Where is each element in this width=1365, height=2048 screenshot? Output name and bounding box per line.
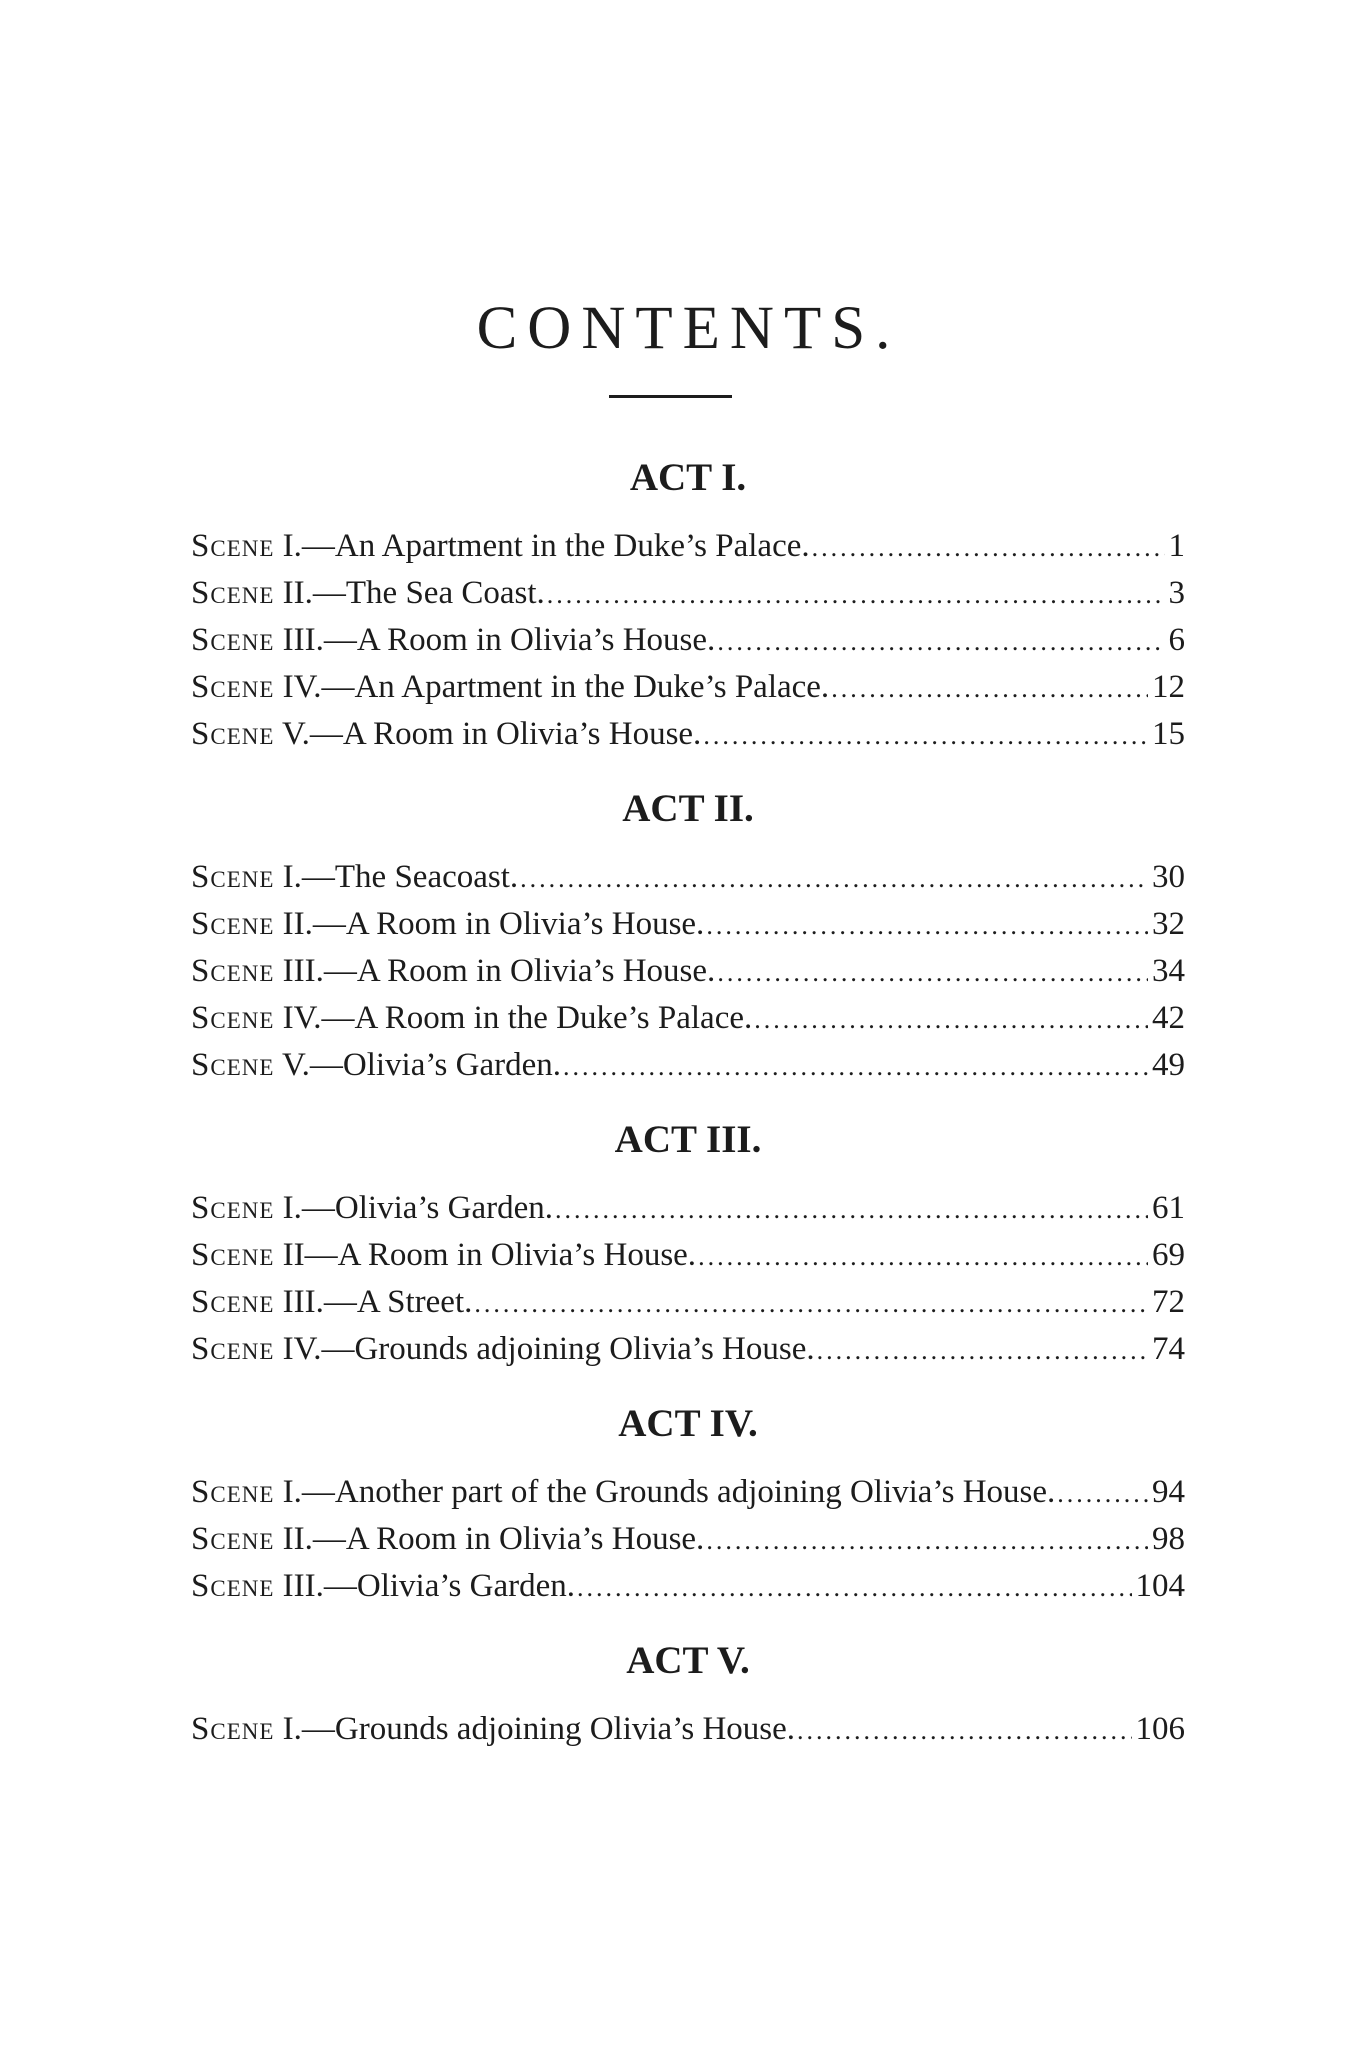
page-number: 72 <box>1152 1284 1185 1320</box>
entry-title: I.—The Seacoast. <box>274 859 519 895</box>
dot-leader <box>698 1233 1148 1280</box>
act-3-section <box>191 1118 1185 1373</box>
entry-title: V.—A Room in Olivia’s House. <box>274 716 702 752</box>
page-number: 98 <box>1152 1521 1185 1557</box>
dot-leader <box>717 618 1164 665</box>
page-title: CONTENTS. <box>476 295 901 362</box>
scene-word: Scene <box>191 1521 275 1557</box>
page-number: 32 <box>1152 906 1185 942</box>
entry-title: IV.—Grounds adjoining Olivia’s House. <box>274 1331 815 1367</box>
entry-label <box>191 1516 704 1563</box>
entry-label <box>191 1185 553 1232</box>
act-heading: ACT II. <box>622 787 754 830</box>
scene-word: Scene <box>191 859 275 895</box>
toc-entry[interactable] <box>191 711 1185 758</box>
entry-label <box>191 995 752 1042</box>
entry-label <box>191 1279 472 1326</box>
act-heading: ACT III. <box>614 1118 762 1161</box>
entry-title: II.—The Sea Coast. <box>274 575 545 611</box>
page-number: 30 <box>1152 859 1185 895</box>
dot-leader <box>797 1707 1131 1754</box>
scene-word: Scene <box>191 716 275 752</box>
page-number: 106 <box>1135 1711 1185 1747</box>
scene-word: Scene <box>191 1331 275 1367</box>
entry-label <box>191 617 715 664</box>
entry-label <box>191 523 810 570</box>
entry-title: III.—A Street. <box>274 1284 473 1320</box>
scene-word: Scene <box>191 528 275 564</box>
scene-word: Scene <box>191 906 275 942</box>
entry-title: I.—Grounds adjoining Olivia’s House. <box>274 1711 796 1747</box>
dot-leader <box>555 1186 1148 1233</box>
toc-entry[interactable] <box>191 1042 1185 1089</box>
toc-entry[interactable] <box>191 901 1185 948</box>
page-number: 42 <box>1152 1000 1185 1036</box>
toc-entry[interactable] <box>191 1185 1185 1232</box>
scene-word: Scene <box>191 1190 275 1226</box>
entry-label <box>191 664 829 711</box>
entry-label <box>191 1042 561 1089</box>
act-1-section <box>191 456 1185 758</box>
scene-word: Scene <box>191 1474 275 1510</box>
dot-leader <box>547 571 1165 618</box>
entry-label <box>191 1563 575 1610</box>
entry-label <box>191 901 704 948</box>
scene-word: Scene <box>191 622 275 658</box>
scene-word: Scene <box>191 1284 275 1320</box>
scene-word: Scene <box>191 1237 275 1273</box>
toc-entry[interactable] <box>191 1232 1185 1279</box>
toc-entry[interactable] <box>191 570 1185 617</box>
scene-word: Scene <box>191 1000 275 1036</box>
act-5-section <box>191 1639 1185 1753</box>
page-number: 6 <box>1168 622 1185 658</box>
scene-word: Scene <box>191 1568 275 1604</box>
toc-entry[interactable] <box>191 1279 1185 1326</box>
scene-word: Scene <box>191 669 275 705</box>
dot-leader <box>520 855 1148 902</box>
entry-label <box>191 1469 1055 1516</box>
page-number: 3 <box>1168 575 1185 611</box>
dot-leader <box>717 949 1148 996</box>
entry-title: V.—Olivia’s Garden. <box>274 1047 561 1083</box>
entry-title: II.—A Room in Olivia’s House. <box>274 906 705 942</box>
act-4-section <box>191 1402 1185 1610</box>
page-number: 1 <box>1168 528 1185 564</box>
dot-leader <box>703 712 1148 759</box>
dot-leader <box>563 1043 1148 1090</box>
toc-entry[interactable] <box>191 948 1185 995</box>
toc-entry[interactable] <box>191 1563 1185 1610</box>
entry-title: II—A Room in Olivia’s House. <box>274 1237 697 1273</box>
toc-entry[interactable] <box>191 1469 1185 1516</box>
dot-leader <box>706 1517 1148 1564</box>
act-heading: ACT IV. <box>618 1402 758 1445</box>
entry-title: II.—A Room in Olivia’s House. <box>274 1521 705 1557</box>
page-number: 74 <box>1152 1331 1185 1367</box>
dot-leader <box>831 665 1148 712</box>
toc-entry[interactable] <box>191 1326 1185 1373</box>
toc-entry[interactable] <box>191 854 1185 901</box>
dot-leader <box>706 902 1148 949</box>
dot-leader <box>474 1280 1148 1327</box>
page-number: 69 <box>1152 1237 1185 1273</box>
entry-label <box>191 854 518 901</box>
dot-leader <box>812 524 1165 571</box>
toc-entry[interactable] <box>191 1516 1185 1563</box>
entry-title: IV.—An Apartment in the Duke’s Palace. <box>274 669 830 705</box>
toc-entry[interactable] <box>191 617 1185 664</box>
entry-label <box>191 711 701 758</box>
dot-leader <box>1057 1470 1148 1517</box>
toc-entry[interactable] <box>191 1706 1185 1753</box>
scene-word: Scene <box>191 953 275 989</box>
page-number: 49 <box>1152 1047 1185 1083</box>
entry-label <box>191 1232 696 1279</box>
entry-title: I.—Another part of the Grounds adjoining Olivia’s House. <box>274 1474 1056 1510</box>
dot-leader <box>817 1327 1148 1374</box>
entry-title: III.—A Room in Olivia’s House. <box>274 953 716 989</box>
entry-label <box>191 948 715 995</box>
entry-title: IV.—A Room in the Duke’s Palace. <box>274 1000 753 1036</box>
page-number: 94 <box>1152 1474 1185 1510</box>
scene-word: Scene <box>191 575 275 611</box>
entry-label <box>191 1706 795 1753</box>
entry-label <box>191 570 545 617</box>
entry-title: I.—An Apartment in the Duke’s Palace. <box>274 528 810 564</box>
toc-entry[interactable] <box>191 664 1185 711</box>
toc-entry[interactable] <box>191 995 1185 1042</box>
entry-title: III.—Olivia’s Garden. <box>274 1568 575 1604</box>
act-heading: ACT V. <box>626 1639 750 1682</box>
page-number: 104 <box>1135 1568 1185 1604</box>
dot-leader <box>754 996 1148 1043</box>
page-number: 34 <box>1152 953 1185 989</box>
entry-label <box>191 1326 815 1373</box>
act-2-section <box>191 787 1185 1089</box>
title-divider <box>609 395 732 398</box>
table-of-contents <box>191 456 1185 1753</box>
act-heading: ACT I. <box>629 456 747 499</box>
scene-word: Scene <box>191 1047 275 1083</box>
toc-entry[interactable] <box>191 523 1185 570</box>
page-number: 15 <box>1152 716 1185 752</box>
scene-word: Scene <box>191 1711 275 1747</box>
entry-title: I.—Olivia’s Garden. <box>274 1190 554 1226</box>
page-number: 12 <box>1152 669 1185 705</box>
page-number: 61 <box>1152 1190 1185 1226</box>
entry-title: III.—A Room in Olivia’s House. <box>274 622 716 658</box>
dot-leader <box>577 1564 1132 1611</box>
